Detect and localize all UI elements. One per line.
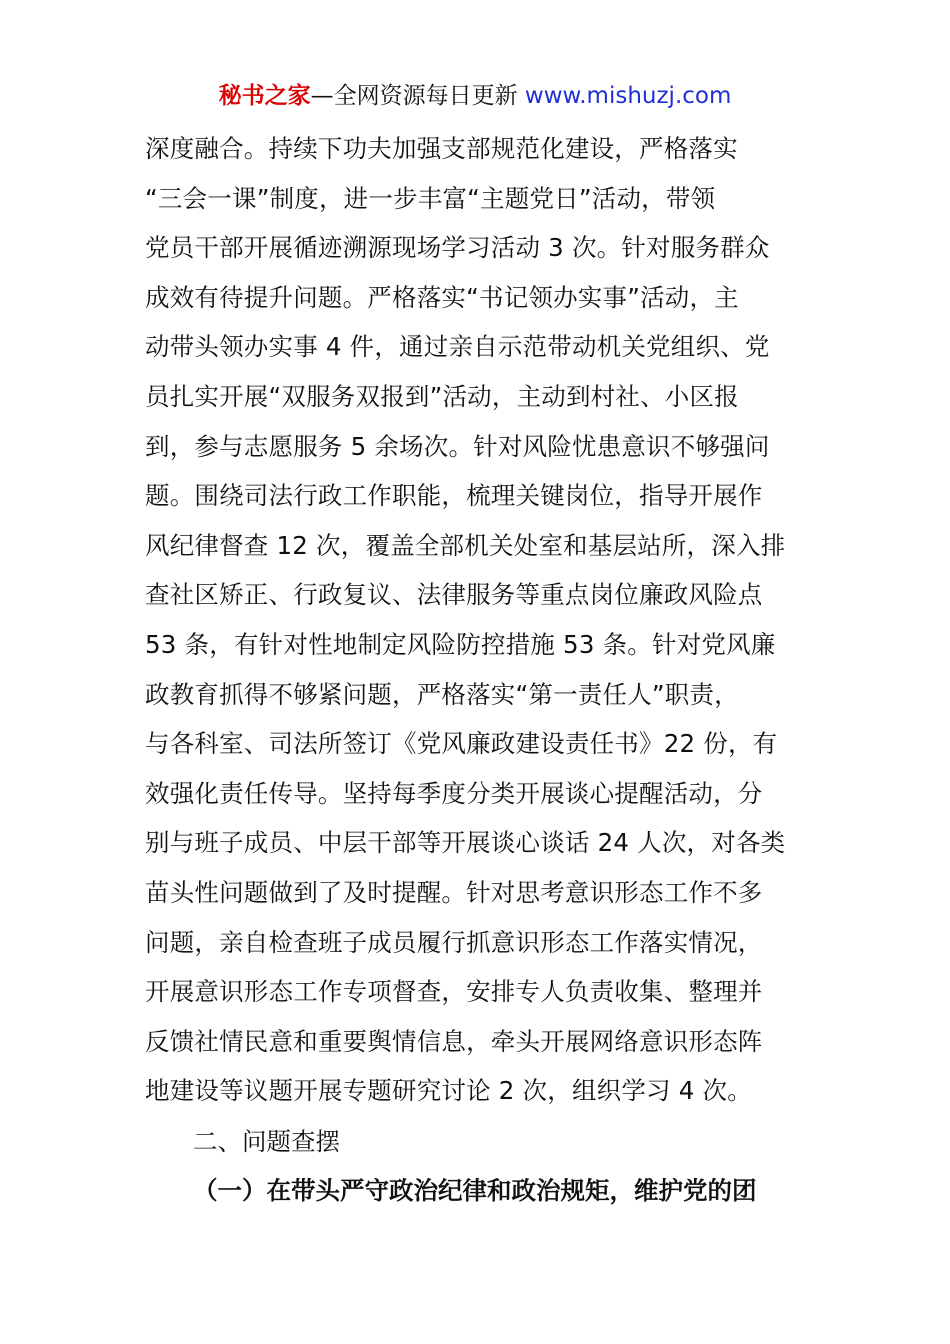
paragraph-line: 效强化责任传导。坚持每季度分类开展谈心提醒活动，分 bbox=[145, 778, 763, 808]
site-tagline: —全网资源每日更新 bbox=[310, 83, 525, 109]
paragraph-line: 地建设等议题开展专题研究讨论 2 次，组织学习 4 次。 bbox=[145, 1076, 752, 1106]
paragraph-line: 反馈社情民意和重要舆情信息，牵头开展网络意识形态阵 bbox=[145, 1026, 763, 1056]
paragraph-line: 问题，亲自检查班子成员履行抓意识形态工作落实情况， bbox=[145, 927, 763, 957]
paragraph-line: 成效有待提升问题。严格落实“书记领办实事”活动，主 bbox=[145, 282, 739, 312]
paragraph-line: “三会一课”制度，进一步丰富“主题党日”活动，带领 bbox=[145, 183, 716, 213]
paragraph-line: 题。围绕司法行政工作职能，梳理关键岗位，指导开展作 bbox=[145, 481, 763, 511]
subsection-heading: （一）在带头严守政治纪律和政治规矩，维护党的团 bbox=[193, 1176, 757, 1205]
site-url-link[interactable]: www.mishuzj.com bbox=[524, 83, 732, 109]
paragraph-line: 风纪律督查 12 次，覆盖全部机关处室和基层站所，深入排 bbox=[145, 530, 786, 560]
paragraph-line: 政教育抓得不够紧问题，严格落实“第一责任人”职责， bbox=[145, 679, 739, 709]
paragraph-line: 别与班子成员、中层干部等开展谈心谈话 24 人次，对各类 bbox=[145, 828, 786, 858]
site-brand: 秘书之家 bbox=[218, 83, 311, 109]
document-body bbox=[145, 124, 807, 1116]
paragraph-line: 查社区矫正、行政复议、法律服务等重点岗位廉政风险点 bbox=[145, 580, 763, 610]
section-heading: 二、问题查摆 bbox=[193, 1127, 340, 1156]
paragraph-line: 员扎实开展“双服务双报到”活动，主动到村社、小区报 bbox=[145, 381, 739, 411]
site-header bbox=[0, 80, 950, 112]
paragraph-line: 与各科室、司法所签订《党风廉政建设责任书》22 份，有 bbox=[145, 729, 778, 759]
paragraph-line: 苗头性问题做到了及时提醒。针对思考意识形态工作不多 bbox=[145, 877, 763, 907]
paragraph-line: 53 条，有针对性地制定风险防控措施 53 条。针对党风廉 bbox=[145, 629, 776, 659]
paragraph-line: 开展意识形态工作专项督查，安排专人负责收集、整理并 bbox=[145, 977, 763, 1007]
paragraph-line: 到，参与志愿服务 5 余场次。针对风险忧患意识不够强问 bbox=[145, 431, 770, 461]
paragraph-line: 深度融合。持续下功夫加强支部规范化建设，严格落实 bbox=[145, 134, 738, 163]
paragraph-line: 党员干部开展循迹溯源现场学习活动 3 次。针对服务群众 bbox=[145, 233, 770, 263]
paragraph-line: 动带头领办实事 4 件，通过亲自示范带动机关党组织、党 bbox=[145, 332, 770, 362]
